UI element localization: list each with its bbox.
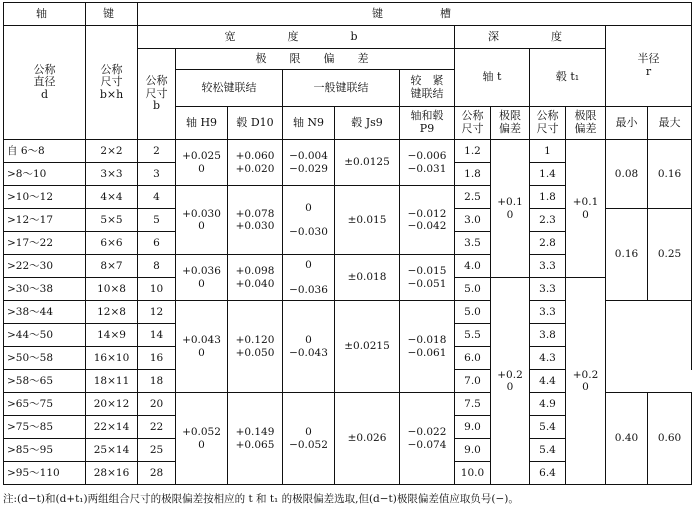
hub-js9-cell: ±0.018 [335, 255, 400, 301]
shaft-hub-p9-cell: −0.022 −0.074 [400, 393, 455, 485]
shaft-diameter-cell: >75～85 [4, 416, 86, 439]
t1-nominal-cell: 1 [530, 140, 566, 163]
shaft-h9-cell: +0.030 0 [176, 186, 228, 255]
width-nominal-cell: 5 [138, 209, 176, 232]
shaft-n9-cell: 0 −0.052 [283, 393, 335, 485]
header-shaft-depth: 轴 t [455, 49, 530, 107]
header-hub-d10: 毂 D10 [228, 107, 283, 140]
key-keyway-table [3, 2, 692, 485]
width-nominal-cell: 12 [138, 301, 176, 324]
t-nominal-cell: 7.0 [455, 370, 491, 393]
shaft-h9-cell: +0.043 0 [176, 301, 228, 393]
key-size-cell: 16×10 [86, 347, 138, 370]
shaft-diameter-cell: >44～50 [4, 324, 86, 347]
shaft-diameter-cell: >10～12 [4, 186, 86, 209]
width-nominal-cell: 4 [138, 186, 176, 209]
header-t-nominal: 公称 尺寸 [455, 107, 491, 140]
width-nominal-cell: 16 [138, 347, 176, 370]
shaft-hub-p9-cell: −0.012 −0.042 [400, 186, 455, 255]
header-key-nominal-size: 公称 尺寸 b×h [86, 26, 138, 140]
r-max-cell: 0.60 [648, 393, 692, 485]
shaft-diameter-cell: >38～44 [4, 301, 86, 324]
shaft-hub-p9-cell: −0.015 −0.051 [400, 255, 455, 301]
header-shaft: 轴 [4, 3, 86, 26]
key-size-cell: 22×14 [86, 416, 138, 439]
shaft-diameter-cell: >50～58 [4, 347, 86, 370]
hub-js9-cell: ±0.015 [335, 186, 400, 255]
width-nominal-cell: 10 [138, 278, 176, 301]
header-t-limit: 极限 偏差 [491, 107, 530, 140]
t-nominal-cell: 5.0 [455, 278, 491, 301]
key-size-cell: 14×9 [86, 324, 138, 347]
t1-nominal-cell: 5.4 [530, 439, 566, 462]
key-size-cell: 18×11 [86, 370, 138, 393]
t1-limit-cell: +0.2 0 [566, 278, 606, 485]
key-size-cell: 12×8 [86, 301, 138, 324]
t-nominal-cell: 9.0 [455, 416, 491, 439]
key-size-cell: 25×14 [86, 439, 138, 462]
header-width-nominal: 公称 尺寸 b [138, 49, 176, 140]
shaft-n9-cell: 0 −0.036 [283, 255, 335, 301]
header-r-max: 最大 [648, 107, 692, 140]
shaft-diameter-cell: >30～38 [4, 278, 86, 301]
shaft-n9-cell: 0 −0.043 [283, 301, 335, 393]
shaft-n9-cell: −0.004 −0.029 [283, 140, 335, 186]
t-nominal-cell: 1.2 [455, 140, 491, 163]
key-size-cell: 3×3 [86, 163, 138, 186]
shaft-diameter-cell: 自 6～8 [4, 140, 86, 163]
width-nominal-cell: 18 [138, 370, 176, 393]
header-hub-js9: 毂 Js9 [335, 107, 400, 140]
shaft-diameter-cell: >65～75 [4, 393, 86, 416]
width-nominal-cell: 28 [138, 462, 176, 485]
header-shaft-h9: 轴 H9 [176, 107, 228, 140]
t1-nominal-cell: 1.8 [530, 186, 566, 209]
t-nominal-cell: 1.8 [455, 163, 491, 186]
header-keyway: 键 槽 [138, 3, 692, 26]
key-size-cell: 28×16 [86, 462, 138, 485]
t-nominal-cell: 2.5 [455, 186, 491, 209]
header-tolerance: 极 限 偏 差 [176, 49, 455, 70]
t1-nominal-cell: 4.4 [530, 370, 566, 393]
hub-js9-cell: ±0.0215 [335, 301, 400, 393]
shaft-n9-cell: 0 −0.030 [283, 186, 335, 255]
r-min-cell: 0.08 [606, 140, 648, 209]
width-nominal-cell: 20 [138, 393, 176, 416]
header-hub-depth: 毂 t₁ [530, 49, 606, 107]
hub-d10-cell: +0.098 +0.040 [228, 255, 283, 301]
hub-d10-cell: +0.060 +0.020 [228, 140, 283, 186]
t1-nominal-cell: 3.3 [530, 301, 566, 324]
t-nominal-cell: 3.5 [455, 232, 491, 255]
t1-nominal-cell: 3.3 [530, 255, 566, 278]
header-tight-fit: 较 紧 键联结 [400, 70, 455, 107]
width-nominal-cell: 22 [138, 416, 176, 439]
t-nominal-cell: 5.0 [455, 301, 491, 324]
header-loose-fit: 较松键联结 [176, 70, 283, 107]
t-nominal-cell: 6.0 [455, 347, 491, 370]
r-max-cell: 0.16 [648, 140, 692, 209]
header-radius: 半径 r [606, 26, 692, 107]
shaft-diameter-cell: >22～30 [4, 255, 86, 278]
t-nominal-cell: 9.0 [455, 439, 491, 462]
shaft-diameter-cell: >12～17 [4, 209, 86, 232]
t1-nominal-cell: 4.3 [530, 347, 566, 370]
t1-nominal-cell: 1.4 [530, 163, 566, 186]
table-footnote: 注:(d−t)和(d+t₁)两组组合尺寸的极限偏差按相应的 t 和 t₁ 的极限偏差选取,但(d−t)极限偏差值应取负号(−)。 [3, 493, 519, 505]
header-shaft-hub-p9: 轴和毂 P9 [400, 107, 455, 140]
table-row [4, 140, 692, 163]
key-size-cell: 8×7 [86, 255, 138, 278]
shaft-hub-p9-cell: −0.018 −0.061 [400, 301, 455, 393]
t-nominal-cell: 4.0 [455, 255, 491, 278]
header-width: 宽 度 b [138, 26, 455, 49]
t-limit-cell: +0.2 0 [491, 278, 530, 485]
t-limit-cell: +0.1 0 [491, 140, 530, 278]
hub-js9-cell: ±0.0125 [335, 140, 400, 186]
header-normal-fit: 一般键联结 [283, 70, 400, 107]
shaft-diameter-cell: >95～110 [4, 462, 86, 485]
hub-d10-cell: +0.078 +0.030 [228, 186, 283, 255]
key-size-cell: 6×6 [86, 232, 138, 255]
t1-nominal-cell: 6.4 [530, 462, 566, 485]
hub-js9-cell: ±0.026 [335, 393, 400, 485]
t-nominal-cell: 5.5 [455, 324, 491, 347]
width-nominal-cell: 8 [138, 255, 176, 278]
shaft-diameter-cell: >58～65 [4, 370, 86, 393]
width-nominal-cell: 25 [138, 439, 176, 462]
t-nominal-cell: 3.0 [455, 209, 491, 232]
hub-d10-cell: +0.120 +0.050 [228, 301, 283, 393]
header-r-min: 最小 [606, 107, 648, 140]
header-t1-limit: 极限 偏差 [566, 107, 606, 140]
hub-d10-cell: +0.149 +0.065 [228, 393, 283, 485]
document-page [3, 2, 691, 506]
t1-limit-cell: +0.1 0 [566, 140, 606, 278]
width-nominal-cell: 2 [138, 140, 176, 163]
key-size-cell: 5×5 [86, 209, 138, 232]
shaft-hub-p9-cell: −0.006 −0.031 [400, 140, 455, 186]
header-t1-nominal: 公称 尺寸 [530, 107, 566, 140]
r-min-cell: 0.16 [606, 209, 648, 301]
r-max-cell: 0.25 [648, 209, 692, 301]
shaft-h9-cell: +0.036 0 [176, 255, 228, 301]
r-min-cell: 0.40 [606, 393, 648, 485]
shaft-diameter-cell: >85～95 [4, 439, 86, 462]
t1-nominal-cell: 3.3 [530, 278, 566, 301]
shaft-diameter-cell: >17～22 [4, 232, 86, 255]
key-size-cell: 20×12 [86, 393, 138, 416]
header-depth: 深 度 [455, 26, 606, 49]
t1-nominal-cell: 2.8 [530, 232, 566, 255]
shaft-diameter-cell: >8～10 [4, 163, 86, 186]
shaft-h9-cell: +0.052 0 [176, 393, 228, 485]
width-nominal-cell: 6 [138, 232, 176, 255]
t1-nominal-cell: 2.3 [530, 209, 566, 232]
t-nominal-cell: 10.0 [455, 462, 491, 485]
header-shaft-n9: 轴 N9 [283, 107, 335, 140]
header-key: 键 [86, 3, 138, 26]
t1-nominal-cell: 3.8 [530, 324, 566, 347]
t-nominal-cell: 7.5 [455, 393, 491, 416]
width-nominal-cell: 3 [138, 163, 176, 186]
t1-nominal-cell: 4.9 [530, 393, 566, 416]
key-size-cell: 4×4 [86, 186, 138, 209]
header-nominal-diameter: 公称 直径 d [4, 26, 86, 140]
width-nominal-cell: 14 [138, 324, 176, 347]
shaft-h9-cell: +0.025 0 [176, 140, 228, 186]
t1-nominal-cell: 5.4 [530, 416, 566, 439]
key-size-cell: 2×2 [86, 140, 138, 163]
key-size-cell: 10×8 [86, 278, 138, 301]
